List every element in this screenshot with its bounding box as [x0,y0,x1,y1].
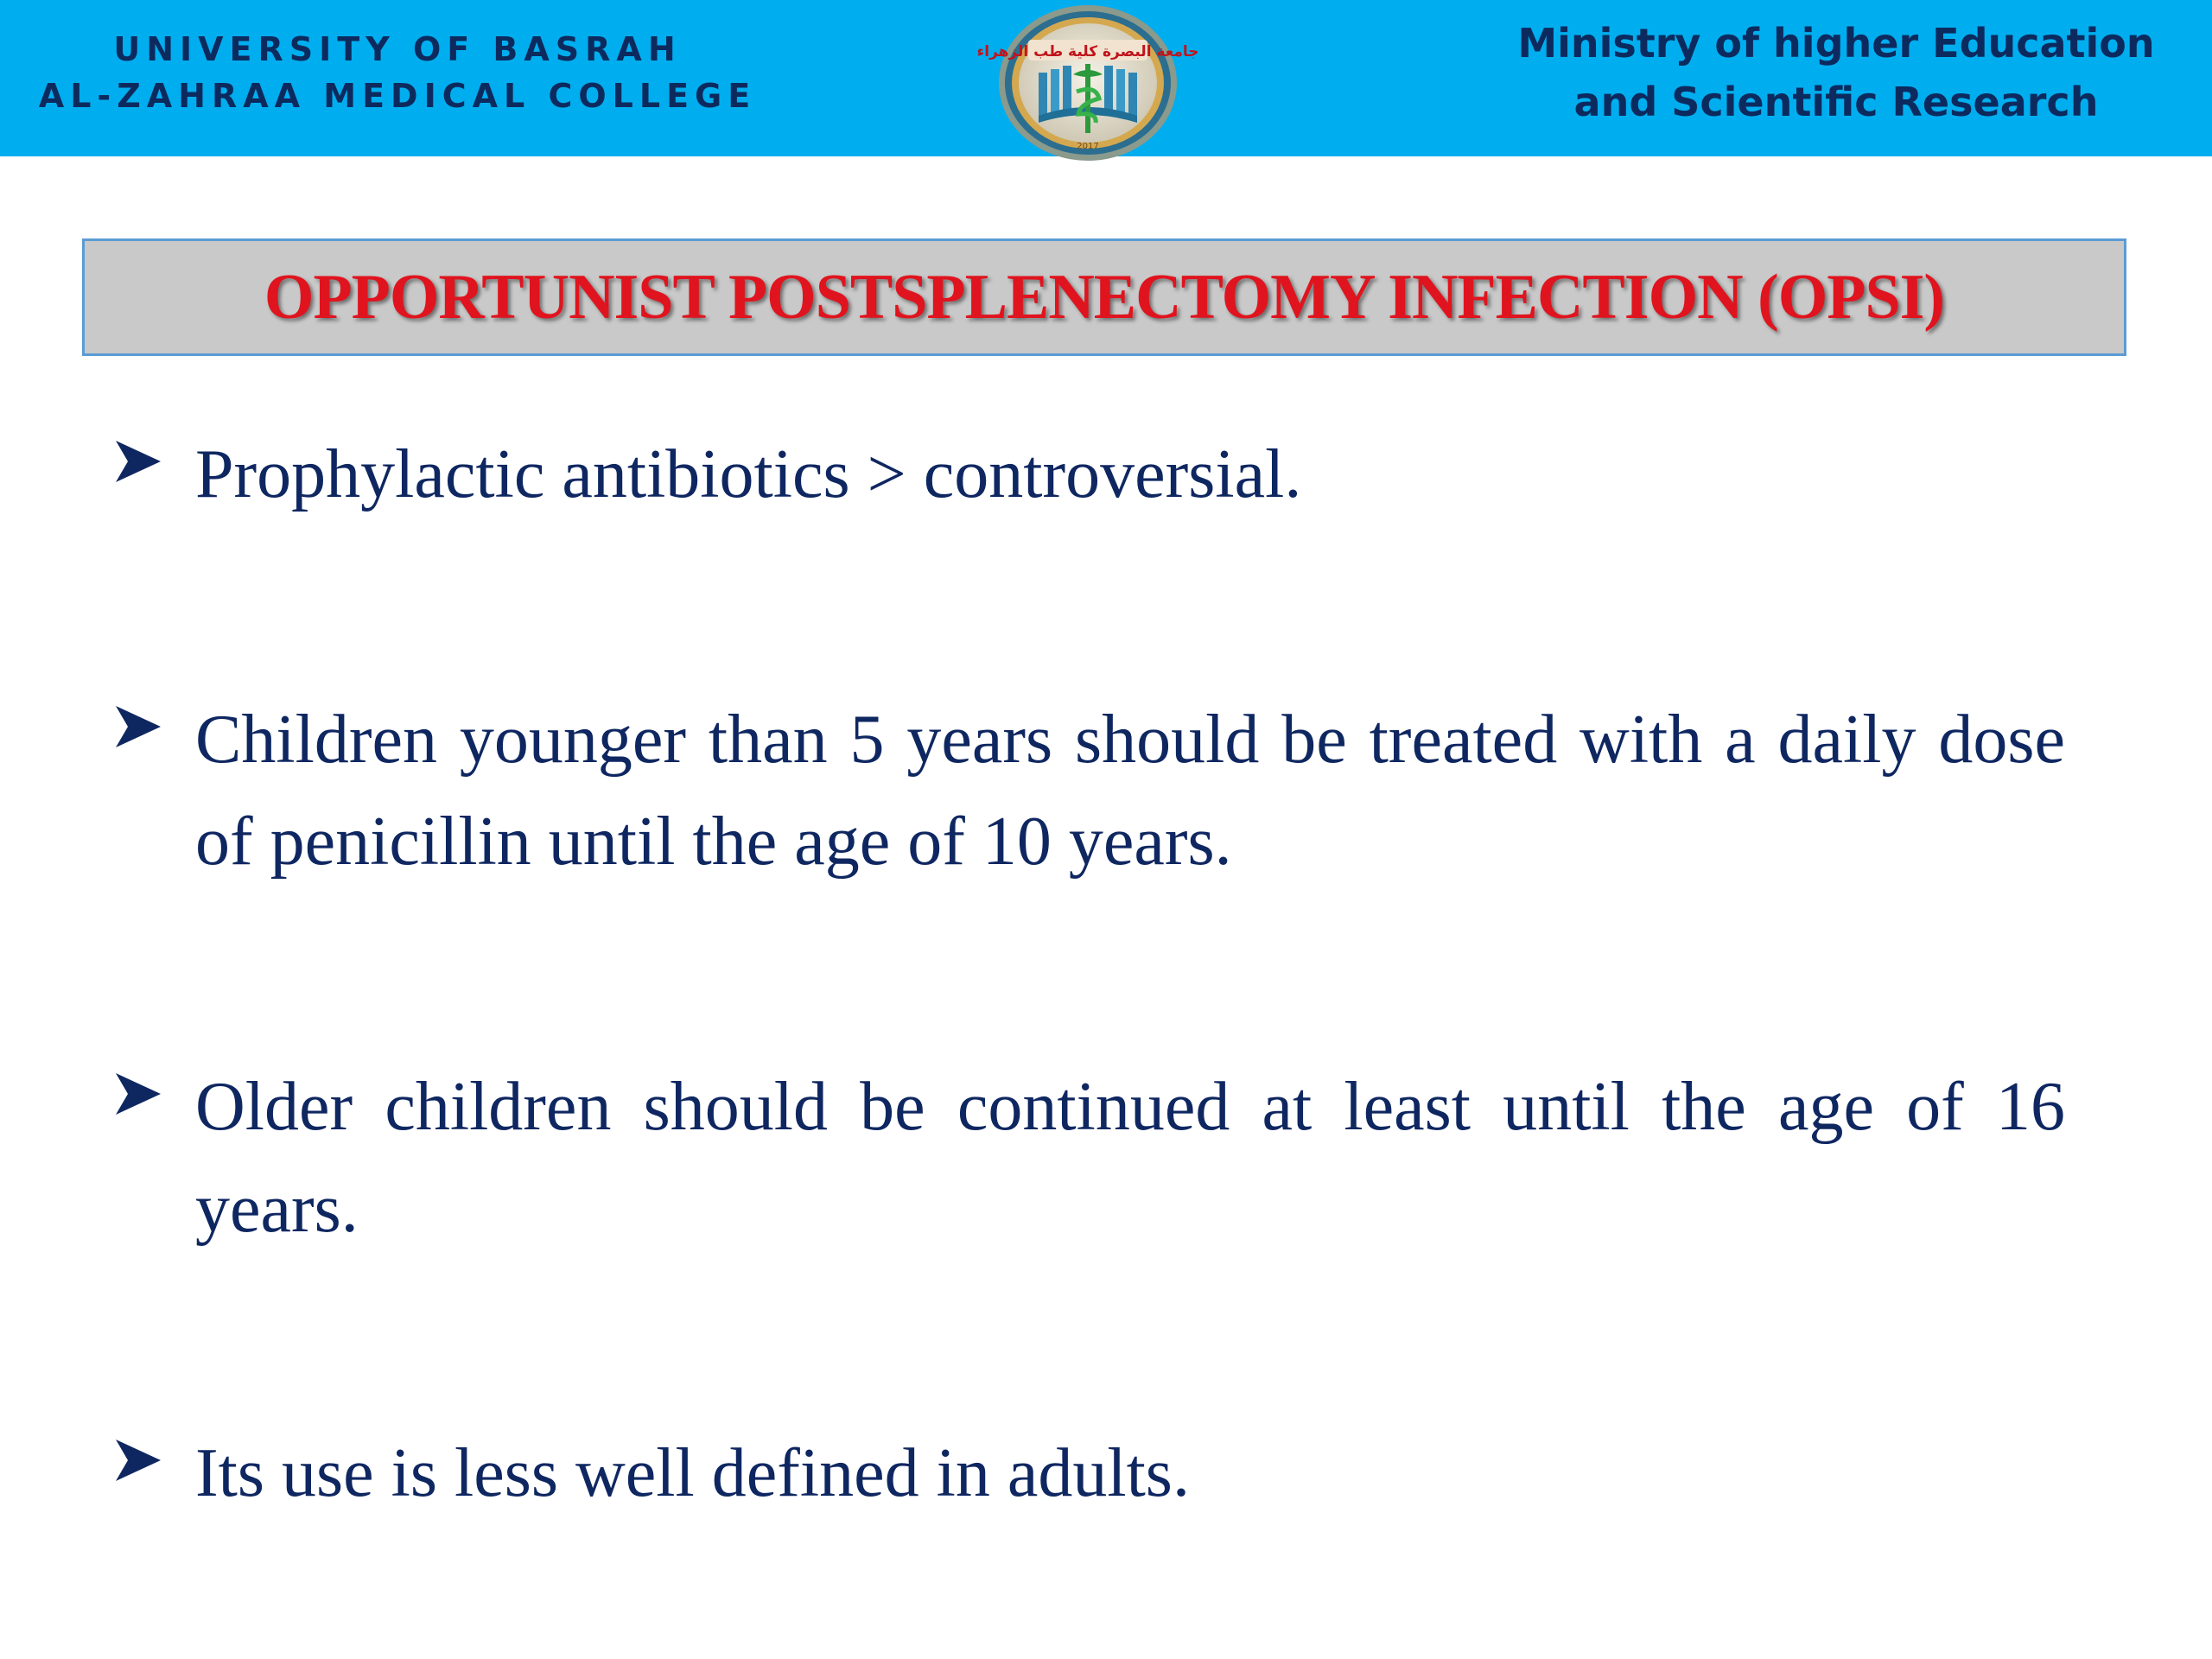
seal-text: جامعة البصرة كلية طب الزهراء [976,43,1199,60]
bullet-text: Its use is less well defined in adults. [195,1435,1190,1511]
university-line-2: AL-ZAHRAA MEDICAL COLLEGE [38,77,757,115]
bullet-text: Older children should be continued at least until the age of 16 years. [195,1069,2065,1247]
bullet-text: Prophylactic antibiotics > controversial. [195,436,1302,512]
arrowhead-bullet-icon [112,1068,164,1120]
bullet-text: Children younger than 5 years should be treated with a daily dose of penicillin until the age of 10 years. [195,702,2065,880]
ministry-line-2: and Scientific Research [1573,79,2099,125]
ministry-line-1: Ministry of higher Education [1517,20,2155,67]
university-line-1: UNIVERSITY OF BASRAH [113,30,682,68]
arrowhead-bullet-icon [112,1434,164,1486]
slide-title: OPPORTUNIST POSTSPLENECTOMY INFECTION (OPSI) [264,261,1945,333]
arrowhead-bullet-icon [112,435,164,487]
seal-year: 2017 [1077,142,1099,151]
bullet-item [112,689,2065,893]
bullet-item [112,423,2065,525]
bullet-item [112,1422,2065,1524]
arrowhead-bullet-icon [112,701,164,753]
bullet-item [112,1056,2065,1260]
